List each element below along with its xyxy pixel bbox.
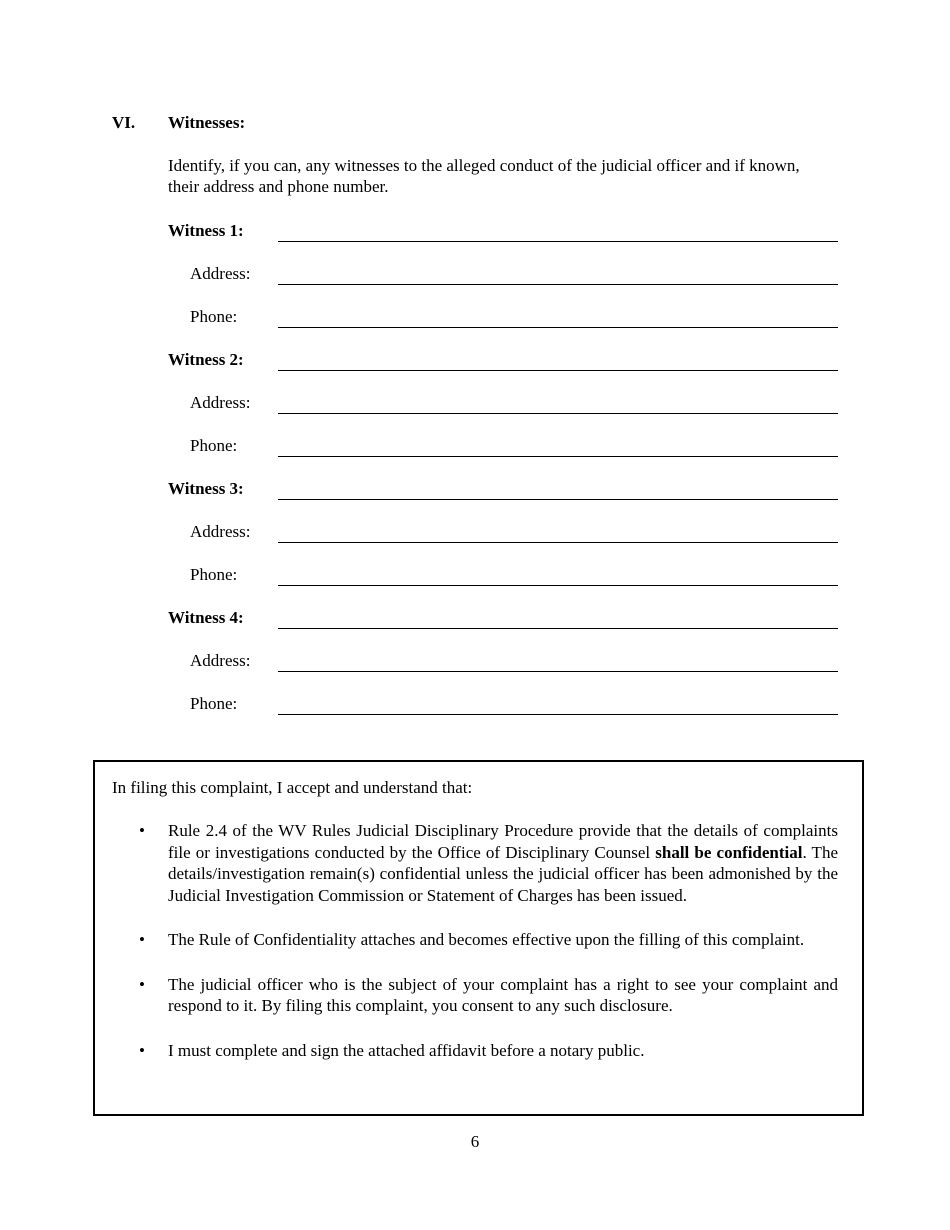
witness-1-name-row [168, 219, 838, 243]
witness-3-name-field[interactable] [278, 499, 838, 500]
witness-3-phone-label: Phone: [190, 565, 238, 584]
witness-2-address-label: Address: [190, 393, 251, 412]
witness-1-address-label: Address: [190, 264, 251, 283]
witness-4-address-row [168, 649, 838, 673]
section-title: Witnesses: [168, 113, 246, 132]
bullet-icon: • [139, 1040, 145, 1060]
witness-3-address-row [168, 520, 838, 544]
acknowledgement-text [168, 929, 838, 951]
witness-1-name-field[interactable] [278, 241, 838, 242]
witness-4-name-field[interactable] [278, 628, 838, 629]
acknowledgement-item [95, 929, 862, 951]
witness-2-address-row [168, 391, 838, 415]
witness-1-address-field[interactable] [278, 284, 838, 285]
section-heading [112, 113, 245, 133]
witness-4-phone-label: Phone: [190, 694, 238, 713]
acknowledgement-text-part: . The details/investigation remain(s) confidential unless the judicial officer has been admonished by the Judicial Investigation Commission or Statement of Charges has been issued. [168, 842, 838, 905]
bullet-icon: • [139, 821, 145, 840]
acknowledgement-emphasis: shall be confidential [655, 842, 803, 862]
witness-4-phone-row [168, 692, 838, 716]
witness-4-name-label: Witness 4: [168, 608, 244, 627]
witness-2-phone-label: Phone: [190, 436, 238, 455]
witness-2-phone-field[interactable] [278, 456, 838, 457]
witness-1-phone-label: Phone: [190, 307, 238, 326]
witness-4-address-field[interactable] [278, 671, 838, 672]
witness-3-name-row [168, 477, 838, 501]
acknowledgement-item [95, 820, 862, 906]
acknowledgement-text-part: I must complete and sign the attached affidavit before a notary public. [168, 1040, 645, 1060]
witness-3-phone-field[interactable] [278, 585, 838, 586]
witness-1-address-row [168, 262, 838, 286]
acknowledgement-text [168, 820, 838, 906]
witness-3-name-label: Witness 3: [168, 479, 244, 498]
witness-2-address-field[interactable] [278, 413, 838, 414]
witness-2-phone-row [168, 434, 838, 458]
witness-4-address-label: Address: [190, 651, 251, 670]
acknowledgement-item [95, 974, 862, 1017]
acknowledgement-text [168, 1040, 838, 1062]
witness-3-phone-row [168, 563, 838, 587]
acknowledgement-text-part: The Rule of Confidentiality attaches and becomes effective upon the filling of this complaint. [168, 930, 805, 949]
witness-4-phone-field[interactable] [278, 714, 838, 715]
witness-2-name-row [168, 348, 838, 372]
acknowledgement-text-part: The judicial officer who is the subject of your complaint has a right to see your complaint and respond to it. By filing this complaint, you consent to any such disclosure. [168, 974, 838, 1015]
acknowledgement-text-part: Rule 2.4 of the WV Rules Judicial Disciplinary Procedure provide that the details of complaints file or investigations conducted by the Office of Disciplinary Counsel [168, 821, 838, 862]
bullet-icon: • [139, 930, 145, 949]
acknowledgement-text [168, 974, 838, 1017]
witness-2-name-field[interactable] [278, 370, 838, 371]
section-instructions: Identify, if you can, any witnesses to the alleged conduct of the judicial officer and if known, their address and phone number. [168, 156, 800, 196]
acknowledgement-box [93, 760, 864, 1116]
witness-3-address-field[interactable] [278, 542, 838, 543]
acknowledgement-intro: In filing this complaint, I accept and understand that: [112, 778, 473, 797]
section-number: VI. [112, 113, 136, 132]
witness-1-phone-field[interactable] [278, 327, 838, 328]
witness-2-name-label: Witness 2: [168, 350, 244, 369]
witness-3-address-label: Address: [190, 522, 251, 541]
witness-1-phone-row [168, 305, 838, 329]
page-number: 6 [470, 1132, 480, 1151]
witness-1-name-label: Witness 1: [168, 221, 244, 240]
acknowledgement-list [95, 820, 862, 1084]
acknowledgement-item [95, 1040, 862, 1062]
witness-4-name-row [168, 606, 838, 630]
bullet-icon: • [139, 974, 145, 994]
